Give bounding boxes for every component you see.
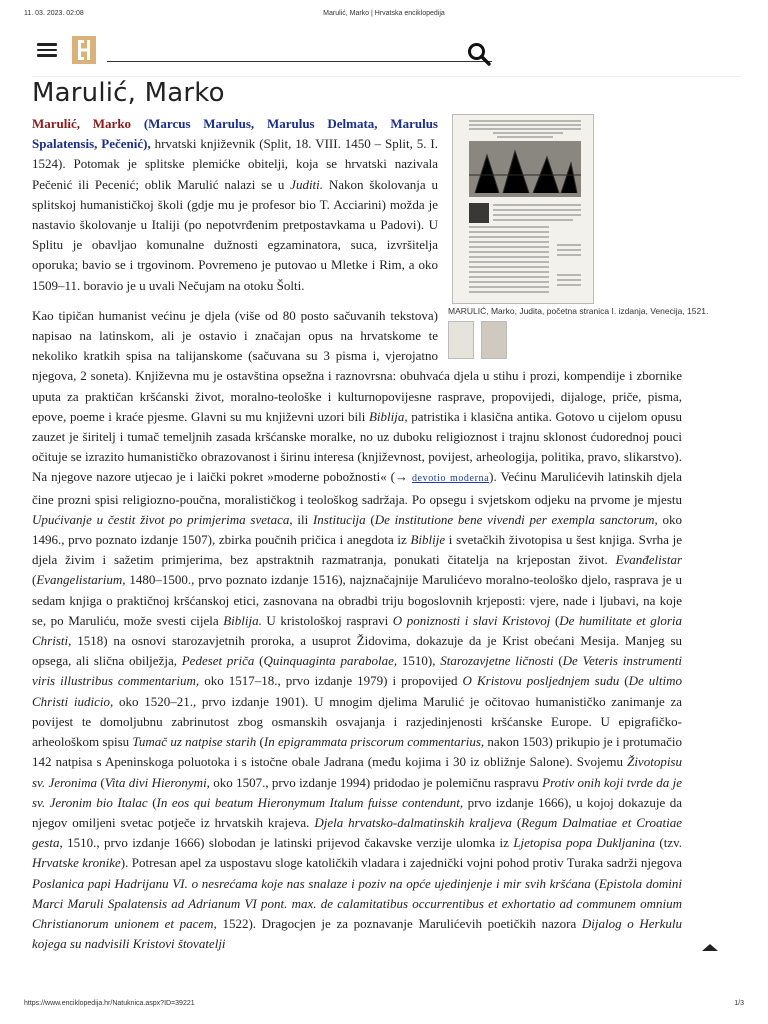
gallery-thumbnail-portrait[interactable] [481, 321, 507, 359]
gallery-thumbnails [448, 321, 712, 359]
italic-run: Tumač uz natpise starih [132, 734, 257, 750]
italic-run: Poslanica papi Hadrijanu VI. o nesrećama koje nas snalaze i poziv na opće ujedinjenje i mir svih kršćana [32, 875, 591, 891]
text-run: oko 1520–21., prvo izdanje 1901). U mnogim djelima Marulić je očitovao humanističko zanimanje za povijest te domoljubnu zabrinutost zbog osmanskih osvajanja i razjedinjenosti kršćanske Europe. U epigrafičko-arheološkom spisu [32, 693, 682, 750]
text-run: patristika i klasična antika. Gotovo u cijelom opusu zauzet je širitelj i tumač temeljnih zasada kršćanske moralke, no uz duboku religioznost i trajnu sklonost ćudorednoj pouci očituje se izrazito humanističko obrazovanost i širinu interesa (književnost, povijest, arheologija, politika, pravo, slikarstvo). Na njegove nazore utjecao je i laički pokret »moderne pobožnosti« (→ [32, 408, 682, 485]
text-run: ( [256, 734, 264, 750]
hamburger-icon[interactable] [37, 40, 57, 60]
italic-run: Quinquaginta parabolae, [263, 653, 398, 669]
site-header [32, 32, 742, 77]
italic-run: Epistola domini Marci Maruli Spalatensis ad Adrianum VI pont. max. de calamitatibus occurrentibus et exhortatio ad communem omnium Christianorum unionem et pacem, [32, 875, 682, 931]
text-run: ( [32, 572, 37, 588]
print-url: https://www.enciklopedija.hr/Natuknica.aspx?ID=39221 [24, 1000, 195, 1007]
search-input[interactable] [107, 42, 496, 62]
italic-run: Biblije [410, 532, 446, 548]
text-run: ( [365, 511, 375, 527]
scroll-to-top-button[interactable] [700, 940, 720, 952]
article-title: Marulić, Marko [32, 78, 225, 108]
italic-run: O Kristovu posljednjem sudu [462, 673, 620, 689]
text-run: ili [292, 511, 313, 527]
italic-run: Biblija, [368, 408, 408, 424]
text-run: 1480–1500., prvo poznato izdanje 1516), najznačajnije Marulićevo moralno-teološko djelo, rasprava je u sedam knjiga o praktičnoj kršćanskoj etici, zasnovana na obradbi triju bogoslovnih krjeposti: vjere, nade i ljubavi, na koje se, po Maruliću, može svesti cijela [32, 572, 682, 628]
italic-run: Vita divi Hieronymi, [104, 774, 210, 790]
text-run: nakon 1503) prikupio je i protumačio 142 natpisa s Apeninskoga poluotoka i s istočne obale Jadrana (među kojima i 30 iz obližnje Salone). Svojemu [32, 734, 683, 770]
text-run: ). Većinu Marulićevih latinskih djela čine prozni spisi religiozno-poučna, moralističkog i teološkog sadržaja. Po opsegu i svjetskom odjeku na prvome je mjestu [32, 469, 682, 507]
print-datetime: 11. 03. 2023. 02:08 [24, 10, 84, 17]
text-run: oko 1496., prvo poznato izdanje 1507), zbirka poučnih pričica i anegdota iz [32, 511, 682, 548]
enciklopedija-logo[interactable] [72, 36, 96, 64]
text-run: ( [97, 774, 105, 790]
paragraph-works [32, 306, 682, 955]
text-run: 1510), [397, 653, 441, 669]
text-run: 1522). Dragocjen je za poznavanje Marulićevih poetičkih nazora [216, 915, 582, 931]
article-body [32, 114, 709, 964]
text-run: 1518) na osnovi starozavjetnih proroka, a usuprot Židovima, dokazuje da je Krist obećani Mesija. Manjeg su opsega, ali slična obilježja, [32, 633, 682, 669]
italic-run: Djela hrvatsko-dalmatinskih kraljeva [314, 814, 512, 830]
italic-run: In epigrammata priscorum commentarius, [263, 734, 485, 750]
text-run: hrvatski književnik (Split, 18. VIII. 1450 – Split, 5. I. 1524). Potomak je splitske plemićke obitelji, koja se hrvatski nazivala Pečenić ili Pecenić; oblik Marulić nalazi se u [32, 136, 438, 192]
italic-run: Dijalog o Herkulu kojega su nadvisili Kristovi štovatelji [32, 915, 682, 952]
print-page-number: 1/3 [734, 1000, 744, 1007]
italic-run: Juditi. [290, 176, 324, 192]
search-underline [107, 61, 492, 62]
italic-run: De ultimo Christi iudicio, [32, 673, 682, 709]
judita-title-page-image[interactable] [452, 114, 594, 304]
text-run: oko 1517–18., prvo izdanje 1979) i propovijed [199, 673, 463, 689]
print-footer [24, 1000, 744, 1012]
text-run: prvo izdanje 1666), u kojoj dokazuje da njegov omiljeni svetac potječe iz hrvatskih krajeva. [32, 794, 682, 830]
italic-run: Starozavjetne ličnosti [440, 653, 554, 669]
chevron-up-icon [700, 941, 720, 953]
italic-run: Hrvatske kronike [32, 855, 121, 871]
text-run: Nakon školovanja u splitskoj humanističkoj školi (gdje mu je profesor bio T. Acciarini) možda je nastavio školovanje u Italiji (po nepotvrđenim pretpostavkama u Padovi). U Splitu je obavljao komunalne dužnosti egzaminatora, suca, izvršitelja oporuka; bavio se i trgovinom. Povremeno je putovao u Mletke i Rim, a oko 1509–11. boravio je u uvali Nečujam na otoku Šolti. [32, 176, 439, 293]
italic-run: Biblija. [223, 612, 262, 628]
alternative-names: (Marcus Marulus, Marulus Delmata, Marulus Spalatensis, Pečenić), [32, 116, 438, 152]
italic-run: Institucija [312, 511, 366, 527]
gallery-thumbnail[interactable] [448, 321, 474, 359]
text-run: Kao tipičan humanist većinu je djela (više od 80 posto sačuvanih tekstova) napisao na latinskom, ali je ostavio i značajan opus na hrvatskome te nekoliko kratkih spisa na talijanskome (sačuvana su 3 pisma i, vjerojatno njegova, 2 soneta). Književna mu je ostavština opsežna i raznovrsna: obuhvaća djela u stihu i prozi, kompendije i zbornike uputa za praktičan kršćanski život, moralno-teološke i kulturnopovijesne rasprave, propovijedi, dijaloge, priče, pisma, epove, poeme i kraće pjesme. Glavni su mu književni uzori bili [32, 307, 682, 424]
italic-run: O poniznosti i slavi Kristovoj [392, 612, 551, 628]
text-run: i svetačkih životopisa u šest knjiga. Svrha je djela živim i sažetim primjerima, bez apstraktnih razmatranja, ponukati čitatelja na krjepostan život. [32, 532, 682, 568]
cross-reference-link[interactable]: devotio moderna [411, 473, 490, 485]
lead-name: Marulić, Marko [32, 116, 132, 131]
italic-run: Regum Dalmatiae et Croatiae gesta, [32, 814, 682, 851]
italic-run: De humilitate et gloria Christi, [32, 612, 683, 649]
text-run: ( [619, 673, 629, 689]
italic-run: Protiv onih koji tvrde da je sv. Jeronim bio Italac [32, 774, 682, 810]
italic-run: Upućivanje u čestit život po primjerima svetaca, [32, 511, 293, 527]
text-run: (tzv. [655, 835, 683, 851]
search-icon[interactable] [466, 41, 492, 67]
text-run: ( [254, 653, 264, 669]
figure-caption: MARULIĆ, Marko, Judita, početna stranica I. izdanja, Venecija, 1521. [448, 306, 709, 316]
article-figure [448, 114, 712, 359]
print-header [24, 10, 744, 22]
italic-run: Evangelistarium, [36, 572, 126, 588]
text-run: ( [553, 653, 563, 669]
text-run: ( [511, 814, 522, 830]
text-run: ( [147, 794, 157, 810]
text-run: U kristološkoj raspravi [261, 612, 393, 628]
italic-run: De Veteris instrumenti viris illustribus commentarium, [32, 653, 682, 689]
italic-run: In eos qui beatum Hieronymum Italum fuisse contendunt, [156, 794, 464, 810]
italic-run: Pedeset priča [181, 653, 255, 669]
text-run: ( [590, 875, 599, 891]
italic-run: Ljetopisa popa Dukljanina [513, 835, 655, 851]
italic-run: Životopisu sv. Jeronima [32, 754, 682, 790]
print-page-title: Marulić, Marko | Hrvatska enciklopedija [323, 10, 445, 17]
italic-run: De institutione bene vivendi per exempla sanctorum, [374, 511, 658, 527]
italic-run: Evanđelistar [615, 552, 682, 568]
text-run: ). Potresan apel za uspostavu sloge katoličkih vladara i zajednički vojni pohod protiv Turaka sadrži njegova [120, 855, 682, 871]
text-run: oko 1507., prvo izdanje 1994) pridodao je polemičnu raspravu [209, 774, 543, 790]
text-run: 1510., prvo izdanje 1666) slobodan je latinski prijevod čakavske verzije ulomka iz [62, 835, 514, 851]
text-run: ( [550, 612, 560, 628]
